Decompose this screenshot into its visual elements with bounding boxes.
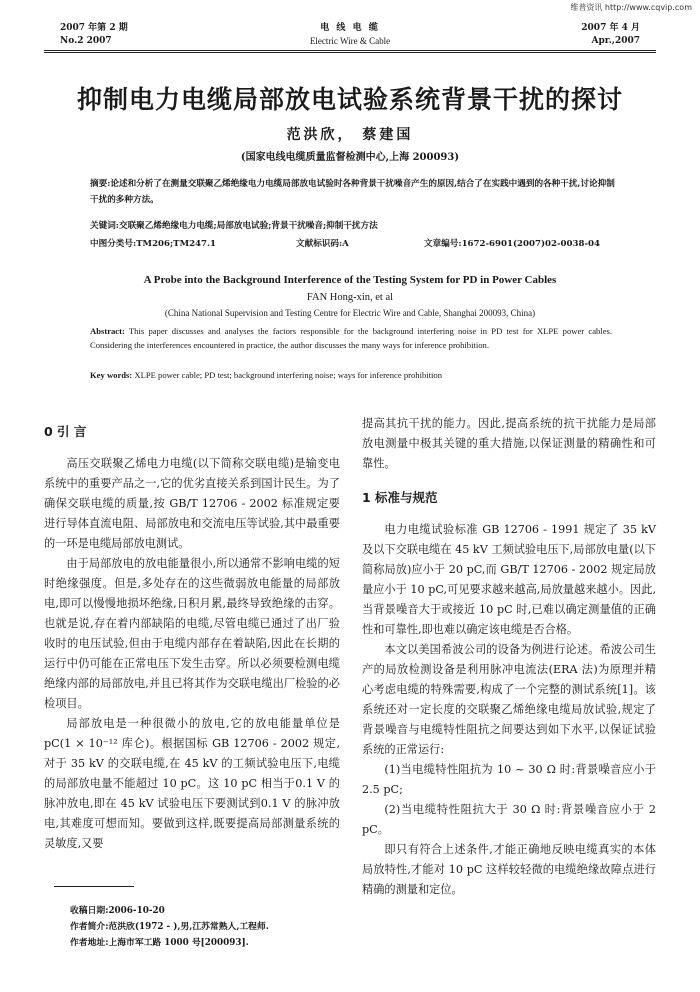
article-no-value: 1672-6901(2007)02-0038-04 [461,239,600,249]
keywords-cn [90,218,618,234]
section-1-title: 1 标准与规范 [362,490,438,505]
continued-paragraph: 提高其抗干扰的能力。因此,提高系统的抗干扰能力是局部放电测量中极其关键的重大措施,以保证测量的精确性和可靠性。 [362,417,656,470]
section-0-title: 0 引 言 [44,424,87,439]
author-bio-label: 作者简介: [70,922,109,932]
author-bio: 范洪欣(1972 - ),男,江苏常熟人,工程师. [108,922,269,932]
header-journal-en: Electric Wire & Cable [309,36,391,46]
standards-paragraph-1: 电力电缆试验标准 GB 12706 - 1991 规定了 35 kV 及以下交联电缆在 45 kV 工频试验电压下,局部放电量(以下简称局放)应小于 20 pC,而 GB/T 12706 - 2002 规定局放量应小于 10 pC,可见要求越来越高,局放量越来越小。因此,当背景噪音大于或接近 10 pC 时,已难以确定测量值的正确性和可靠性,即也难以确定该电缆是否合格。 [362,523,656,636]
header-issue-en: No.2 2007 [60,36,112,46]
condition-item-1: (1)当电缆特性阻抗为 10 ~ 30 Ω 时:背景噪音应小于2.5 pC; [362,763,656,796]
header-rule [44,50,656,51]
received-label: 收稿日期: [70,906,109,916]
affiliation-en: (China National Supervision and Testing Centre for Electric Wire and Cable, Shanghai 200093, China) [164,308,536,318]
paper-title-en: A Probe into the Background Interference of the Testing System for PD in Power Cables [143,274,557,286]
received-date: 2006-10-20 [108,906,165,916]
doc-code [296,236,416,252]
affiliation-cn: (国家电线电缆质量监督检测中心,上海 200093) [240,152,460,163]
keywords-en-label: Key words: [90,370,133,380]
keywords-cn-text: 交联聚乙烯绝缘电力电缆;局部放电试验;背景干扰噪音;抑制干扰方法 [118,221,378,231]
abstract-cn-text: 论述和分析了在测量交联聚乙烯绝缘电力电缆局部放电试验时各种背景干扰噪音产生的原因,结合了在实践中遇到的各种干扰,讨论抑制干扰的多种方法。 [90,179,615,205]
standards-paragraph-2: 本文以美国希波公司的设备为例进行论述。希波公司生产的局放检测设备是利用脉冲电流法(ERA 法)为原理并精心考虑电缆的特殊需要,构成了一个完整的测试系统[1]。该系统还对一定长度的交联聚乙烯绝缘电缆局放试验,规定了背景噪音与电缆特性阻抗之间要达到如下水平,以保证试验系统的正常运行: [362,643,656,756]
header-journal: 电 线 电 缆 [320,23,380,33]
authors-cn: 范洪欣， 蔡建国 [286,127,414,143]
header-date: 2007 年 4 月 [581,23,640,33]
address-label: 作者地址: [70,938,109,948]
abstract-en-label: Abstract: [90,326,125,336]
article-no-label: 文章编号: [424,239,462,249]
abstract-en [90,324,612,352]
footnote-rule [54,886,134,887]
header-issue: 2007 年第 2 期 [60,23,128,33]
doc-code-value: A [342,239,349,249]
header-date-en: Apr.,2007 [591,36,640,46]
clc-value: TM206;TM247.1 [136,239,216,249]
footnote-address [70,935,370,951]
keywords-cn-label: 关键词: [90,221,119,231]
doc-code-label: 文献标识码: [296,239,343,249]
footnote-author [70,919,370,935]
article-number [424,236,624,252]
intro-paragraph-3: 局部放电是一种很微小的放电,它的放电能量单位是 pC(1 × 10⁻¹² 库仑)。根据国标 GB 12706 - 2002 规定,对于 35 kV 的交联电缆,在 45 kV 的工频试验电压下,电缆的局部放电量不能超过 10 pC。这 10 pC 相当于0.1 V 的脉冲放电,即在 45 kV 试验电压下要测试到0.1 V 的脉冲放电,其难度可想而知。要做到这样,既要提高局部测量系统的灵敏度,又要 [44,717,340,850]
keywords-en-text: XLPE power cable; PD test; background interfering noise; ways for inference prohibition [132,370,443,380]
clc-label: 中图分类号: [90,239,137,249]
address: 上海市军工路 1000 号[200093]. [108,938,249,948]
footnote-received [70,903,370,919]
abstract-cn [90,176,618,208]
right-column [362,414,656,900]
condition-item-2: (2)当电缆特性阻抗大于 30 Ω 时:背景噪音应小于 2 pC。 [362,803,656,836]
watermark: 维普资讯 http://www.cqvip.com [570,3,692,12]
abstract-en-text: This paper discusses and analyses the factors responsible for the background interfering noise in PD test for XLPE power cables. Considering the interferences encountered in practice, the author discusses the many ways for inference prohibition. [90,326,612,350]
header-rule-2 [44,52,656,53]
abstract-cn-label: 摘要: [90,179,111,189]
authors-en: FAN Hong-xin, et al [306,292,394,303]
paper-title-cn: 抑制电力电缆局部放电试验系统背景干扰的探讨 [76,85,623,114]
left-column [44,420,340,854]
intro-paragraph-1: 高压交联聚乙烯电力电缆(以下简称交联电缆)是输变电系统中的重要产品之一,它的优劣直接关系到国计民生。为了确保交联电缆的质量,按 GB/T 12706 - 2002 标准规定要进行导体直流电阻、局部放电和交流电压等试验,其中最重要的一环是电缆局部放电测试。 [44,457,340,550]
intro-paragraph-2: 由于局部放电的放电能量很小,所以通常不影响电缆的短时绝缘强度。但是,多处存在的这些微弱放电能量的局部放电,即可以慢慢地损坏绝缘,日积月累,最终导致绝缘的击穿。也就是说,存在着内部缺陷的电缆,尽管电缆已通过了出厂验收时的电压试验,但由于电缆内部存在着缺陷,因此在长期的运行中仍可能在正常电压下发生击穿。所以必须要检测电缆绝缘内部的局部放电,并且已将其作为交联电缆出厂检验的必检项目。 [44,557,340,710]
keywords-en [90,368,612,382]
standards-paragraph-3: 即只有符合上述条件,才能正确地反映电缆真实的本体局放特性,才能对 10 pC 这样较轻微的电缆绝缘故障点进行精确的测量和定位。 [362,843,656,896]
